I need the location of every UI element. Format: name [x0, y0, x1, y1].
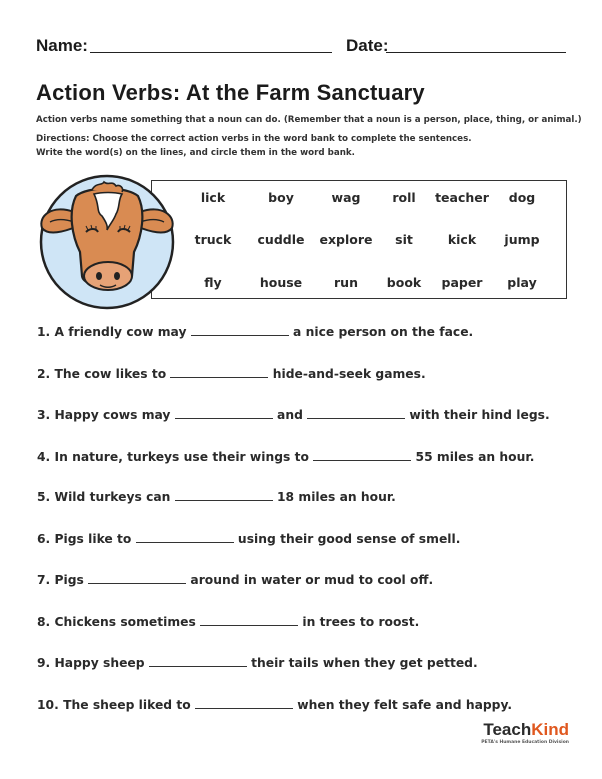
word-bank-item[interactable]: roll [392, 190, 416, 205]
answer-blank[interactable] [191, 325, 289, 336]
sentence-text: 3. Happy cows may [37, 408, 175, 422]
sentence-6 [37, 532, 460, 546]
word-bank-item[interactable]: play [507, 275, 537, 290]
logo-kind: Kind [531, 720, 569, 739]
sentence-7 [37, 573, 433, 587]
word-bank-item[interactable]: cuddle [257, 232, 305, 247]
sentence-text: their tails when they get petted. [246, 656, 478, 670]
sentence-text: 7. Pigs [37, 573, 89, 587]
sentence-text: 2. The cow likes to [37, 367, 171, 381]
answer-blank[interactable] [88, 573, 186, 584]
word-bank-item[interactable]: truck [194, 232, 232, 247]
answer-blank[interactable] [170, 367, 268, 378]
logo-tagline: PETA's Humane Education Division [481, 740, 569, 745]
directions-line-1: Directions: Choose the correct action verbs in the word bank to complete the sentences. [36, 134, 472, 144]
sentence-text: a nice person on the face. [288, 325, 474, 339]
sentence-2 [37, 367, 426, 381]
name-label: Name: [36, 36, 88, 55]
sentence-text: 9. Happy sheep [37, 656, 149, 670]
word-bank-item[interactable]: wag [331, 190, 361, 205]
word-bank-item[interactable]: run [334, 275, 358, 290]
word-bank-item[interactable]: explore [319, 232, 373, 247]
sentence-1 [37, 325, 473, 339]
sentence-10 [37, 698, 512, 712]
sentence-text: using their good sense of smell. [233, 532, 461, 546]
teachkind-logo [481, 721, 569, 745]
answer-blank[interactable] [313, 450, 411, 461]
worksheet-title: Action Verbs: At the Farm Sanctuary [36, 80, 425, 105]
word-bank-item[interactable]: teacher [435, 190, 489, 205]
answer-blank[interactable] [307, 408, 405, 419]
logo-teach: Teach [483, 720, 532, 739]
sentence-text: 6. Pigs like to [37, 532, 136, 546]
sentence-text: 4. In nature, turkeys use their wings to [37, 450, 314, 464]
word-bank-item[interactable]: kick [447, 232, 477, 247]
answer-blank[interactable] [136, 532, 234, 543]
sentence-text: 55 miles an hour. [411, 450, 535, 464]
word-bank-item[interactable]: dog [508, 190, 536, 205]
directions-line-2: Write the word(s) on the lines, and circle them in the word bank. [36, 148, 355, 158]
word-bank-item[interactable]: sit [395, 232, 413, 247]
word-bank-item[interactable]: jump [504, 232, 540, 247]
sentence-text: 10. The sheep liked to [37, 698, 195, 712]
date-line[interactable] [386, 52, 566, 53]
sentence-text: in trees to roost. [298, 615, 420, 629]
sentence-3 [37, 408, 550, 422]
word-bank-item[interactable]: fly [204, 275, 222, 290]
sentence-text: when they felt safe and happy. [292, 698, 513, 712]
answer-blank[interactable] [149, 656, 247, 667]
sentence-text: 1. A friendly cow may [37, 325, 191, 339]
sentence-9 [37, 656, 478, 670]
answer-blank[interactable] [200, 615, 298, 626]
sentence-text: hide-and-seek games. [268, 367, 426, 381]
answer-blank[interactable] [195, 698, 293, 709]
sentence-text: 5. Wild turkeys can [37, 490, 175, 504]
intro-text: Action verbs name something that a noun can do. (Remember that a noun is a person, place, thing, or animal.) [36, 115, 582, 125]
word-bank-item[interactable]: house [259, 275, 303, 290]
name-line[interactable] [90, 52, 332, 53]
sentence-text: around in water or mud to cool off. [186, 573, 434, 587]
answer-blank[interactable] [175, 490, 273, 501]
sentence-8 [37, 615, 419, 629]
sentence-text: 18 miles an hour. [272, 490, 396, 504]
word-bank-item[interactable]: paper [441, 275, 483, 290]
word-bank-item[interactable]: boy [268, 190, 294, 205]
sentence-5 [37, 490, 396, 504]
answer-blank[interactable] [175, 408, 273, 419]
word-bank-item[interactable]: lick [200, 190, 226, 205]
date-label: Date: [346, 36, 389, 55]
word-bank-item[interactable]: book [386, 275, 422, 290]
cow-face-icon [30, 172, 180, 322]
sentence-text: with their hind legs. [405, 408, 550, 422]
sentence-4 [37, 450, 534, 464]
sentence-text: 8. Chickens sometimes [37, 615, 201, 629]
sentence-text: and [272, 408, 308, 422]
